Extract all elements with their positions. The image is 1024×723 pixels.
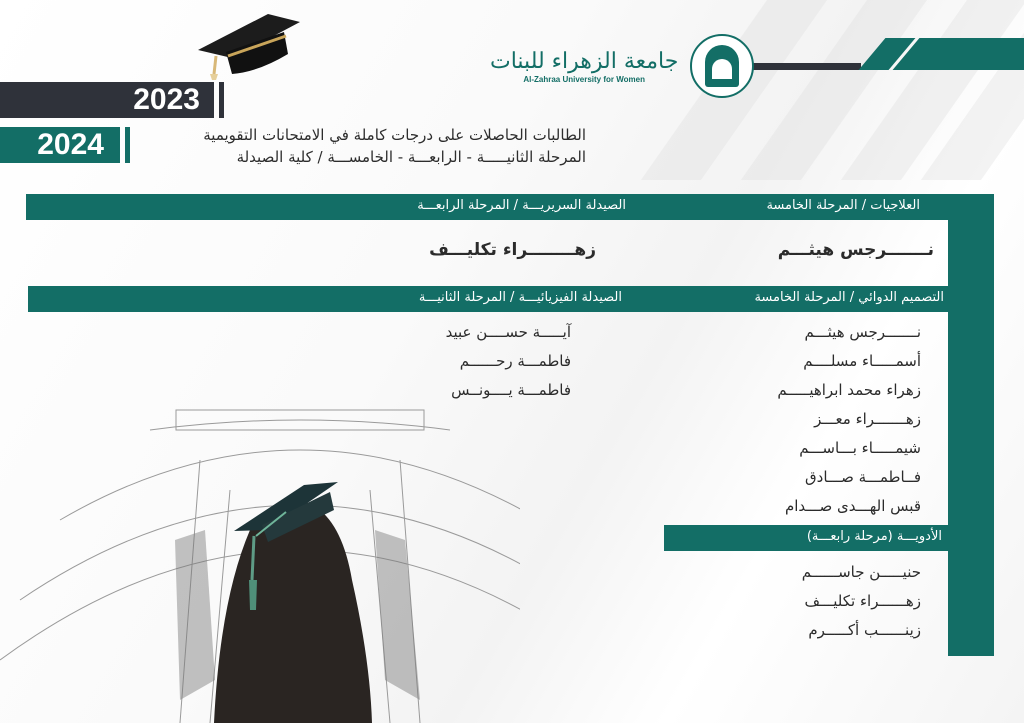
section-heading-drug-design: التصميم الدوائي / المرحلة الخامسة [754,290,944,305]
section-header-bar-3 [664,525,948,551]
list-item: أسمـــــاء مسلــــم [803,352,921,370]
list-physical-pharmacy [446,318,571,405]
list-item: فاطمـــة رحــــــم [459,352,571,370]
university-logo [490,34,754,98]
list-item: زينــــــب أكـــــرم [808,621,921,639]
header-green-stripe-large [893,38,1024,70]
list-item: زهـــــــراء معـــز [814,410,921,428]
title-line-1: الطالبات الحاصلات على درجات كاملة في الامتحانات التقويمية [203,126,586,144]
list-item: زهــــــراء تكليـــف [804,592,921,610]
graduation-cap-icon [198,12,302,82]
title-line-2: المرحلة الثانيـــــة - الرابعـــة - الخامســـة / كلية الصيدلة [236,148,586,166]
section-header-bar-1 [26,194,948,220]
name-clinical-pharmacy: زهــــــــراء تكليـــف [429,240,596,260]
list-item: نـــــــرجس هيثـــم [804,323,921,341]
list-item: فــاطمـــة صـــادق [805,468,921,486]
name-therapeutics: نـــــــرجس هيثـــم [777,240,934,260]
section-header-bar-2 [28,286,948,312]
list-item: آيـــــة حســــن عبيد [445,323,571,341]
year-2024-divider [125,127,130,163]
list-item: شيمـــــاء بـــاســـم [799,439,921,457]
green-frame-right [948,194,994,656]
university-emblem-icon [690,34,754,98]
list-item: زهراء محمد ابراهيـــــم [777,381,921,399]
list-item: قبس الهـــدى صـــدام [784,497,921,515]
graduate-illustration [0,400,520,723]
list-pharmacology [802,558,921,645]
list-item: حنيـــــن جاســــــم [801,563,921,581]
section-heading-clinical-pharmacy: الصيدلة السريريـــة / المرحلة الرابعـــة [417,198,626,213]
year-badge-2023: 2023 [0,82,214,118]
university-name-arabic: جامعة الزهراء للبنات [490,48,679,74]
list-drug-design [777,318,921,521]
section-heading-pharmacology: الأدويـــة (مرحلة رابعـــة) [806,529,942,544]
university-name-english: Al-Zahraa University for Women [523,74,645,84]
section-heading-physical-pharmacy: الصيدلة الفيزيائيـــة / المرحلة الثانيـــة [418,290,622,305]
page-title [146,124,586,168]
list-item: فاطمـــة يــــونــس [451,381,571,399]
year-2023-divider [219,82,224,118]
year-badge-2024: 2024 [0,127,120,163]
section-heading-therapeutics: العلاجيات / المرحلة الخامسة [766,198,920,213]
